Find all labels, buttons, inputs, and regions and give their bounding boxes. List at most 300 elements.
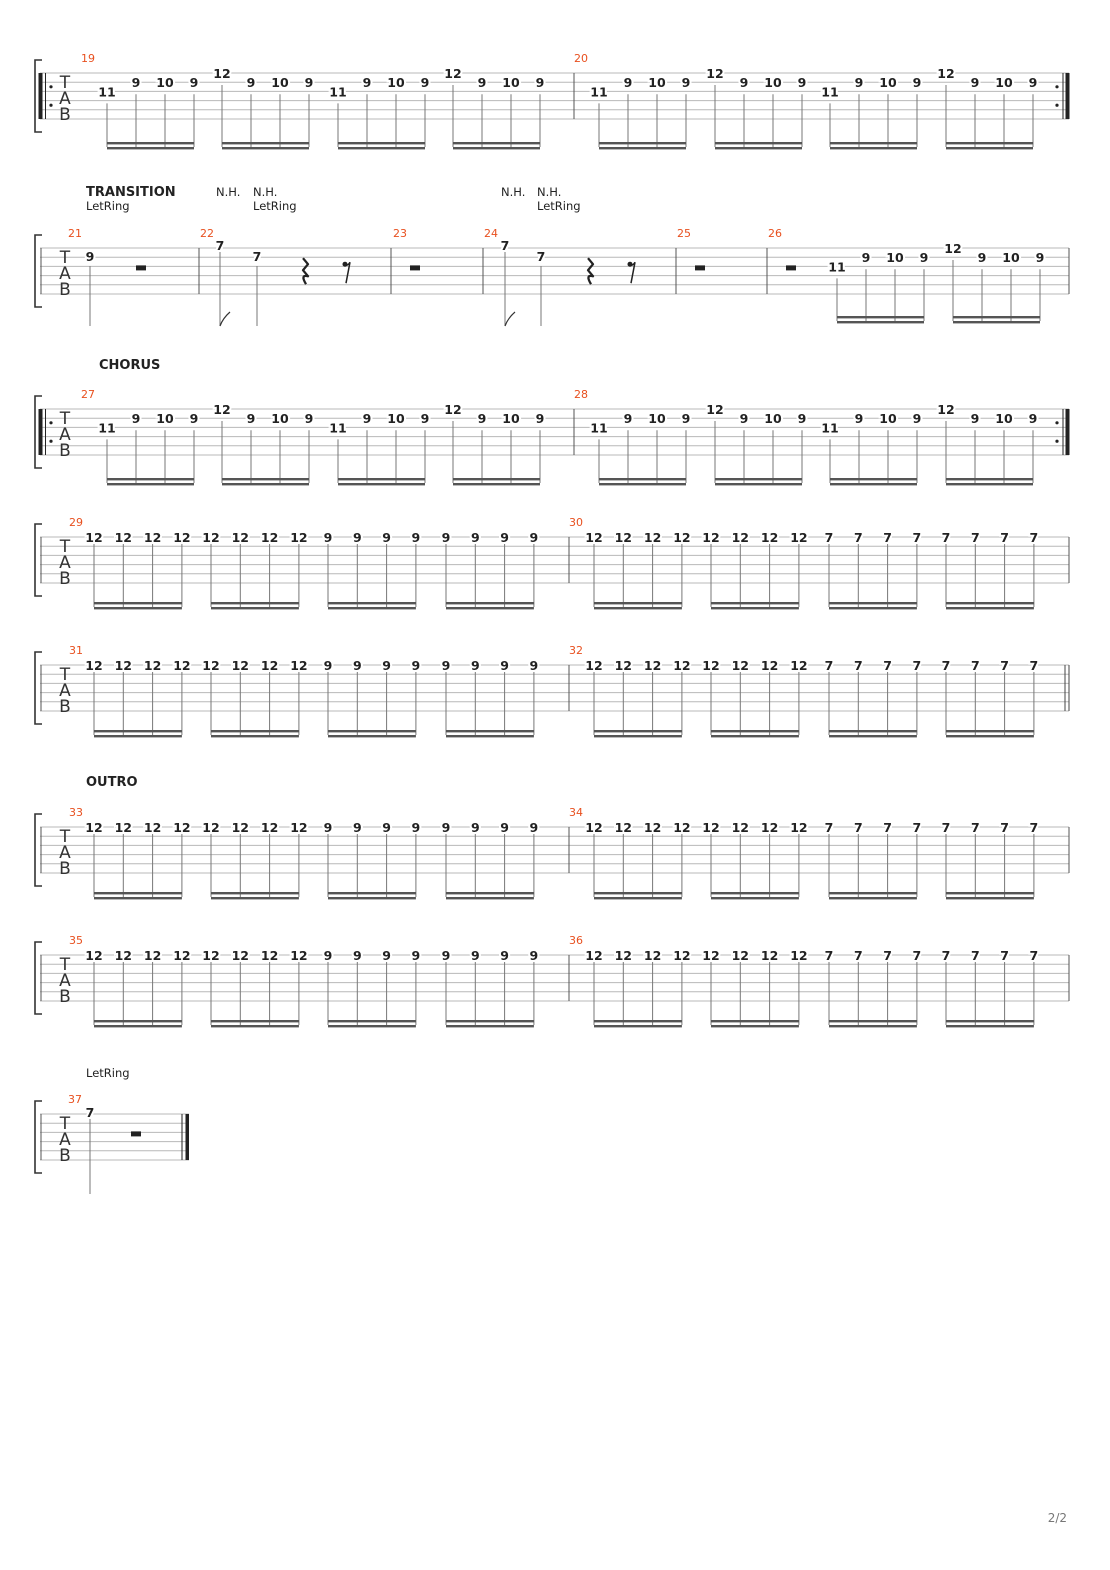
fret-number: 9 — [411, 530, 421, 545]
eighth-flag — [505, 312, 515, 326]
fret-number: 9 — [977, 250, 987, 266]
natural-harmonic-label: N.H. — [253, 185, 278, 199]
fret-number: 9 — [131, 411, 141, 427]
fret-number: 12 — [673, 530, 691, 545]
repeat-dot — [1055, 421, 1058, 424]
fret-number: 12 — [706, 402, 724, 417]
fret-number: 7 — [824, 948, 834, 963]
beam-primary — [946, 897, 1034, 899]
fret-number: 10 — [764, 411, 782, 427]
fret-number: 12 — [702, 530, 720, 545]
fret-number: 9 — [529, 658, 539, 673]
fret-number: 11 — [329, 420, 347, 436]
fret-number: 12 — [85, 948, 103, 963]
fret-number: 12 — [290, 948, 308, 963]
beam-secondary — [829, 892, 917, 894]
beam-secondary — [711, 602, 799, 604]
fret-number: 12 — [114, 658, 133, 673]
fret-number: 7 — [824, 658, 834, 673]
fret-number: 7 — [883, 658, 892, 673]
fret-number: 9 — [681, 411, 691, 427]
beam-primary — [446, 1025, 534, 1027]
tab-clef-letter: A — [59, 681, 71, 701]
beam-primary — [107, 483, 194, 485]
fret-number: 9 — [861, 250, 871, 266]
beam-secondary — [837, 316, 924, 318]
fret-number: 7 — [912, 658, 922, 673]
fret-number: 9 — [797, 75, 807, 91]
repeat-dot — [49, 421, 52, 424]
fret-number: 9 — [854, 411, 864, 427]
fret-number: 12 — [614, 948, 633, 963]
beam-secondary — [946, 478, 1033, 480]
fret-number: 7 — [536, 249, 546, 264]
fret-number: 12 — [85, 658, 103, 673]
fret-number: 12 — [643, 658, 662, 673]
beam-secondary — [953, 316, 1040, 318]
fret-number: 11 — [329, 84, 347, 100]
beam-primary — [446, 735, 534, 737]
fret-number: 7 — [853, 530, 863, 545]
fret-number: 9 — [304, 75, 314, 91]
fret-number: 9 — [352, 820, 362, 835]
fret-number: 9 — [411, 948, 421, 963]
fret-number: 10 — [502, 75, 520, 91]
beam-primary — [946, 147, 1033, 149]
let-ring-label: LetRing — [86, 1066, 130, 1080]
beam-primary — [829, 607, 917, 609]
fret-number: 9 — [529, 820, 539, 835]
whole-rest — [695, 265, 705, 270]
fret-number: 12 — [173, 820, 191, 835]
fret-number: 7 — [853, 820, 863, 835]
beam-secondary — [711, 730, 799, 732]
fret-number: 9 — [382, 820, 391, 835]
fret-number: 7 — [941, 530, 951, 545]
fret-number: 12 — [202, 658, 220, 673]
beam-primary — [711, 897, 799, 899]
tab-clef-letter: A — [59, 843, 71, 863]
fret-number: 12 — [202, 530, 220, 545]
fret-number: 9 — [382, 530, 391, 545]
fret-number: 7 — [1029, 948, 1039, 963]
fret-number: 7 — [912, 820, 922, 835]
fret-number: 7 — [941, 948, 951, 963]
fret-number: 7 — [912, 948, 922, 963]
fret-number: 7 — [1029, 658, 1039, 673]
fret-number: 7 — [252, 249, 262, 264]
beam-secondary — [222, 142, 309, 144]
beam-primary — [338, 147, 425, 149]
half-rest — [786, 265, 796, 270]
fret-number: 9 — [382, 658, 391, 673]
bar-number: 31 — [69, 644, 83, 657]
fret-number: 10 — [995, 411, 1013, 427]
fret-number: 12 — [643, 948, 662, 963]
fret-number: 12 — [643, 820, 662, 835]
let-ring-label: LetRing — [537, 199, 581, 213]
fret-number: 12 — [260, 530, 279, 545]
beam-secondary — [446, 892, 534, 894]
fret-number: 12 — [760, 530, 779, 545]
tab-clef-letter: T — [59, 1114, 71, 1134]
fret-number: 9 — [323, 658, 333, 673]
fret-number: 9 — [970, 75, 980, 91]
beam-secondary — [107, 478, 194, 480]
beam-secondary — [715, 142, 802, 144]
eighth-rest-stem — [344, 262, 350, 283]
fret-number: 12 — [614, 530, 633, 545]
beam-secondary — [594, 892, 682, 894]
fret-number: 12 — [231, 948, 250, 963]
fret-number: 7 — [215, 238, 225, 253]
fret-number: 7 — [85, 1105, 95, 1120]
fret-number: 12 — [731, 530, 750, 545]
fret-number: 12 — [290, 530, 308, 545]
beam-primary — [328, 735, 416, 737]
tab-staff — [35, 235, 1069, 307]
fret-number: 12 — [731, 948, 750, 963]
fret-number: 9 — [623, 411, 633, 427]
fret-number: 9 — [739, 411, 749, 427]
fret-number: 7 — [853, 948, 863, 963]
fret-number: 12 — [114, 530, 133, 545]
tab-clef-letter: A — [59, 1130, 71, 1150]
beam-primary — [829, 1025, 917, 1027]
beam-primary — [599, 483, 686, 485]
bar-number: 34 — [569, 806, 583, 819]
fret-number: 12 — [173, 948, 191, 963]
beam-primary — [829, 735, 917, 737]
fret-number: 12 — [143, 658, 162, 673]
repeat-dot — [49, 440, 52, 443]
tab-clef-letter: A — [59, 971, 71, 991]
fret-number: 9 — [1028, 411, 1038, 427]
fret-number: 9 — [470, 530, 480, 545]
bar-number: 21 — [68, 227, 82, 240]
beam-primary — [211, 607, 299, 609]
fret-number: 12 — [585, 658, 603, 673]
beam-primary — [446, 897, 534, 899]
fret-number: 9 — [500, 658, 509, 673]
fret-number: 11 — [590, 84, 608, 100]
eighth-rest-stem — [629, 262, 635, 283]
tablature-content — [35, 52, 1070, 1194]
fret-number: 7 — [970, 658, 980, 673]
bar-number: 20 — [574, 52, 588, 65]
fret-number: 9 — [477, 411, 487, 427]
fret-number: 9 — [189, 75, 199, 91]
beam-primary — [946, 483, 1033, 485]
final-thick-bar — [186, 1114, 190, 1160]
fret-number: 10 — [502, 411, 520, 427]
fret-number: 12 — [937, 66, 955, 81]
fret-number: 9 — [323, 530, 333, 545]
bar-number: 37 — [68, 1093, 82, 1106]
beam-secondary — [211, 1020, 299, 1022]
fret-number: 9 — [189, 411, 199, 427]
tab-clef-letter: T — [59, 827, 71, 847]
beam-primary — [328, 1025, 416, 1027]
fret-number: 12 — [85, 530, 103, 545]
beam-primary — [946, 607, 1034, 609]
beam-secondary — [599, 478, 686, 480]
fret-number: 12 — [202, 820, 220, 835]
beam-secondary — [328, 1020, 416, 1022]
beam-secondary — [453, 142, 540, 144]
fret-number: 12 — [444, 66, 462, 81]
fret-number: 12 — [731, 658, 750, 673]
tab-clef-letter: A — [59, 425, 71, 445]
let-ring-label: LetRing — [86, 199, 130, 213]
fret-number: 11 — [98, 84, 116, 100]
fret-number: 12 — [673, 820, 691, 835]
fret-number: 9 — [912, 75, 922, 91]
beam-secondary — [594, 730, 682, 732]
repeat-dot — [1055, 440, 1058, 443]
fret-number: 12 — [290, 658, 308, 673]
tab-clef-letter: T — [59, 73, 71, 93]
tab-clef-letter: B — [59, 1146, 71, 1166]
fret-number: 9 — [797, 411, 807, 427]
repeat-start-thick-bar — [39, 409, 43, 455]
fret-number: 12 — [260, 820, 279, 835]
fret-number: 9 — [323, 948, 333, 963]
fret-number: 7 — [970, 948, 980, 963]
repeat-dot — [1055, 104, 1058, 107]
fret-number: 9 — [477, 75, 487, 91]
bar-number: 19 — [81, 52, 95, 65]
beam-primary — [830, 147, 917, 149]
beam-secondary — [715, 478, 802, 480]
beam-secondary — [94, 1020, 182, 1022]
beam-secondary — [446, 1020, 534, 1022]
fret-number: 12 — [585, 820, 603, 835]
fret-number: 7 — [970, 530, 980, 545]
tab-clef-letter: T — [59, 248, 71, 268]
beam-primary — [453, 147, 540, 149]
fret-number: 9 — [85, 249, 95, 264]
fret-number: 7 — [941, 820, 951, 835]
beam-secondary — [446, 602, 534, 604]
fret-number: 9 — [500, 948, 509, 963]
tab-clef-letter: T — [59, 537, 71, 557]
repeat-dot — [1055, 85, 1058, 88]
beam-secondary — [94, 892, 182, 894]
fret-number: 7 — [912, 530, 922, 545]
beam-primary — [211, 897, 299, 899]
fret-number: 9 — [500, 820, 509, 835]
fret-number: 9 — [739, 75, 749, 91]
fret-number: 9 — [529, 948, 539, 963]
fret-number: 9 — [535, 411, 545, 427]
fret-number: 10 — [648, 411, 666, 427]
beam-secondary — [829, 602, 917, 604]
bar-number: 23 — [393, 227, 407, 240]
fret-number: 9 — [1035, 250, 1045, 266]
beam-secondary — [594, 1020, 682, 1022]
fret-number: 11 — [821, 420, 839, 436]
fret-number: 7 — [1000, 658, 1009, 673]
fret-number: 9 — [470, 948, 480, 963]
beam-secondary — [711, 1020, 799, 1022]
fret-number: 12 — [790, 820, 808, 835]
quarter-rest — [303, 258, 308, 284]
fret-number: 7 — [883, 530, 892, 545]
beam-primary — [94, 735, 182, 737]
fret-number: 12 — [260, 948, 279, 963]
bar-number: 22 — [200, 227, 214, 240]
fret-number: 12 — [760, 948, 779, 963]
bar-number: 26 — [768, 227, 782, 240]
fret-number: 12 — [444, 402, 462, 417]
fret-number: 12 — [114, 948, 133, 963]
fret-number: 12 — [85, 820, 103, 835]
fret-number: 12 — [231, 820, 250, 835]
fret-number: 7 — [883, 948, 892, 963]
tab-clef-letter: A — [59, 89, 71, 109]
section-label-transition: TRANSITION — [86, 185, 176, 200]
fret-number: 9 — [420, 411, 430, 427]
fret-number: 12 — [231, 530, 250, 545]
fret-number: 12 — [173, 530, 191, 545]
beam-secondary — [946, 602, 1034, 604]
fret-number: 12 — [673, 948, 691, 963]
beam-secondary — [830, 478, 917, 480]
bar-number: 25 — [677, 227, 691, 240]
fret-number: 9 — [420, 75, 430, 91]
beam-primary — [715, 483, 802, 485]
repeat-end-thick-bar — [1066, 409, 1070, 455]
beam-secondary — [946, 1020, 1034, 1022]
fret-number: 12 — [790, 948, 808, 963]
section-label-chorus: CHORUS — [99, 358, 161, 373]
natural-harmonic-label: N.H. — [537, 185, 562, 199]
tab-clef-letter: T — [59, 665, 71, 685]
beam-primary — [328, 607, 416, 609]
beam-secondary — [328, 602, 416, 604]
fret-number: 9 — [441, 820, 451, 835]
fret-number: 12 — [614, 658, 633, 673]
fret-number: 12 — [213, 66, 231, 81]
fret-number: 7 — [853, 658, 863, 673]
fret-number: 7 — [941, 658, 951, 673]
beam-secondary — [338, 478, 425, 480]
fret-number: 12 — [231, 658, 250, 673]
beam-primary — [711, 1025, 799, 1027]
let-ring-label: LetRing — [253, 199, 297, 213]
fret-number: 12 — [260, 658, 279, 673]
fret-number: 10 — [879, 411, 897, 427]
tab-clef-letter: B — [59, 105, 71, 125]
beam-secondary — [328, 730, 416, 732]
fret-number: 9 — [441, 948, 451, 963]
fret-number: 12 — [702, 820, 720, 835]
natural-harmonic-label: N.H. — [216, 185, 241, 199]
beam-primary — [453, 483, 540, 485]
beam-secondary — [94, 730, 182, 732]
fret-number: 9 — [529, 530, 539, 545]
tab-clef-letter: T — [59, 955, 71, 975]
tab-clef-letter: A — [59, 264, 71, 284]
beam-secondary — [211, 892, 299, 894]
beam-primary — [594, 607, 682, 609]
beam-secondary — [446, 730, 534, 732]
beam-secondary — [211, 730, 299, 732]
beam-secondary — [453, 478, 540, 480]
beam-secondary — [711, 892, 799, 894]
beam-primary — [94, 897, 182, 899]
fret-number: 10 — [156, 75, 174, 91]
beam-primary — [599, 147, 686, 149]
tab-staff — [35, 396, 1070, 468]
beam-secondary — [328, 892, 416, 894]
fret-number: 12 — [213, 402, 231, 417]
beam-secondary — [946, 730, 1034, 732]
beam-secondary — [829, 1020, 917, 1022]
beam-primary — [94, 1025, 182, 1027]
fret-number: 9 — [411, 820, 421, 835]
beam-secondary — [211, 602, 299, 604]
beam-primary — [594, 1025, 682, 1027]
beam-secondary — [599, 142, 686, 144]
beam-secondary — [107, 142, 194, 144]
bar-number: 29 — [69, 516, 83, 529]
beam-primary — [211, 1025, 299, 1027]
half-rest — [136, 265, 146, 270]
fret-number: 9 — [1028, 75, 1038, 91]
fret-number: 10 — [156, 411, 174, 427]
beam-primary — [830, 483, 917, 485]
fret-number: 12 — [202, 948, 220, 963]
fret-number: 12 — [143, 530, 162, 545]
tab-staff — [35, 1101, 189, 1173]
fret-number: 10 — [1002, 250, 1020, 266]
fret-number: 9 — [500, 530, 509, 545]
fret-number: 7 — [970, 820, 980, 835]
bar-number: 27 — [81, 388, 95, 401]
tab-clef-letter: T — [59, 409, 71, 429]
fret-number: 10 — [387, 75, 405, 91]
fret-number: 9 — [470, 820, 480, 835]
beam-secondary — [946, 892, 1034, 894]
fret-number: 10 — [886, 250, 904, 266]
fret-number: 12 — [585, 530, 603, 545]
beam-secondary — [594, 602, 682, 604]
tab-clef-letter: B — [59, 569, 71, 589]
beam-primary — [715, 147, 802, 149]
repeat-start-thick-bar — [39, 73, 43, 119]
fret-number: 12 — [790, 658, 808, 673]
beam-primary — [946, 1025, 1034, 1027]
fret-number: 12 — [731, 820, 750, 835]
fret-number: 12 — [173, 658, 191, 673]
fret-number: 9 — [441, 658, 451, 673]
fret-number: 10 — [764, 75, 782, 91]
fret-number: 10 — [387, 411, 405, 427]
tab-clef-letter: B — [59, 697, 71, 717]
beam-primary — [222, 483, 309, 485]
fret-number: 11 — [98, 420, 116, 436]
fret-number: 9 — [681, 75, 691, 91]
fret-number: 10 — [271, 411, 289, 427]
fret-number: 9 — [854, 75, 864, 91]
fret-number: 12 — [790, 530, 808, 545]
tab-clef-letter: B — [59, 987, 71, 1007]
beam-secondary — [829, 730, 917, 732]
fret-number: 7 — [824, 530, 834, 545]
tab-staff — [35, 60, 1070, 132]
